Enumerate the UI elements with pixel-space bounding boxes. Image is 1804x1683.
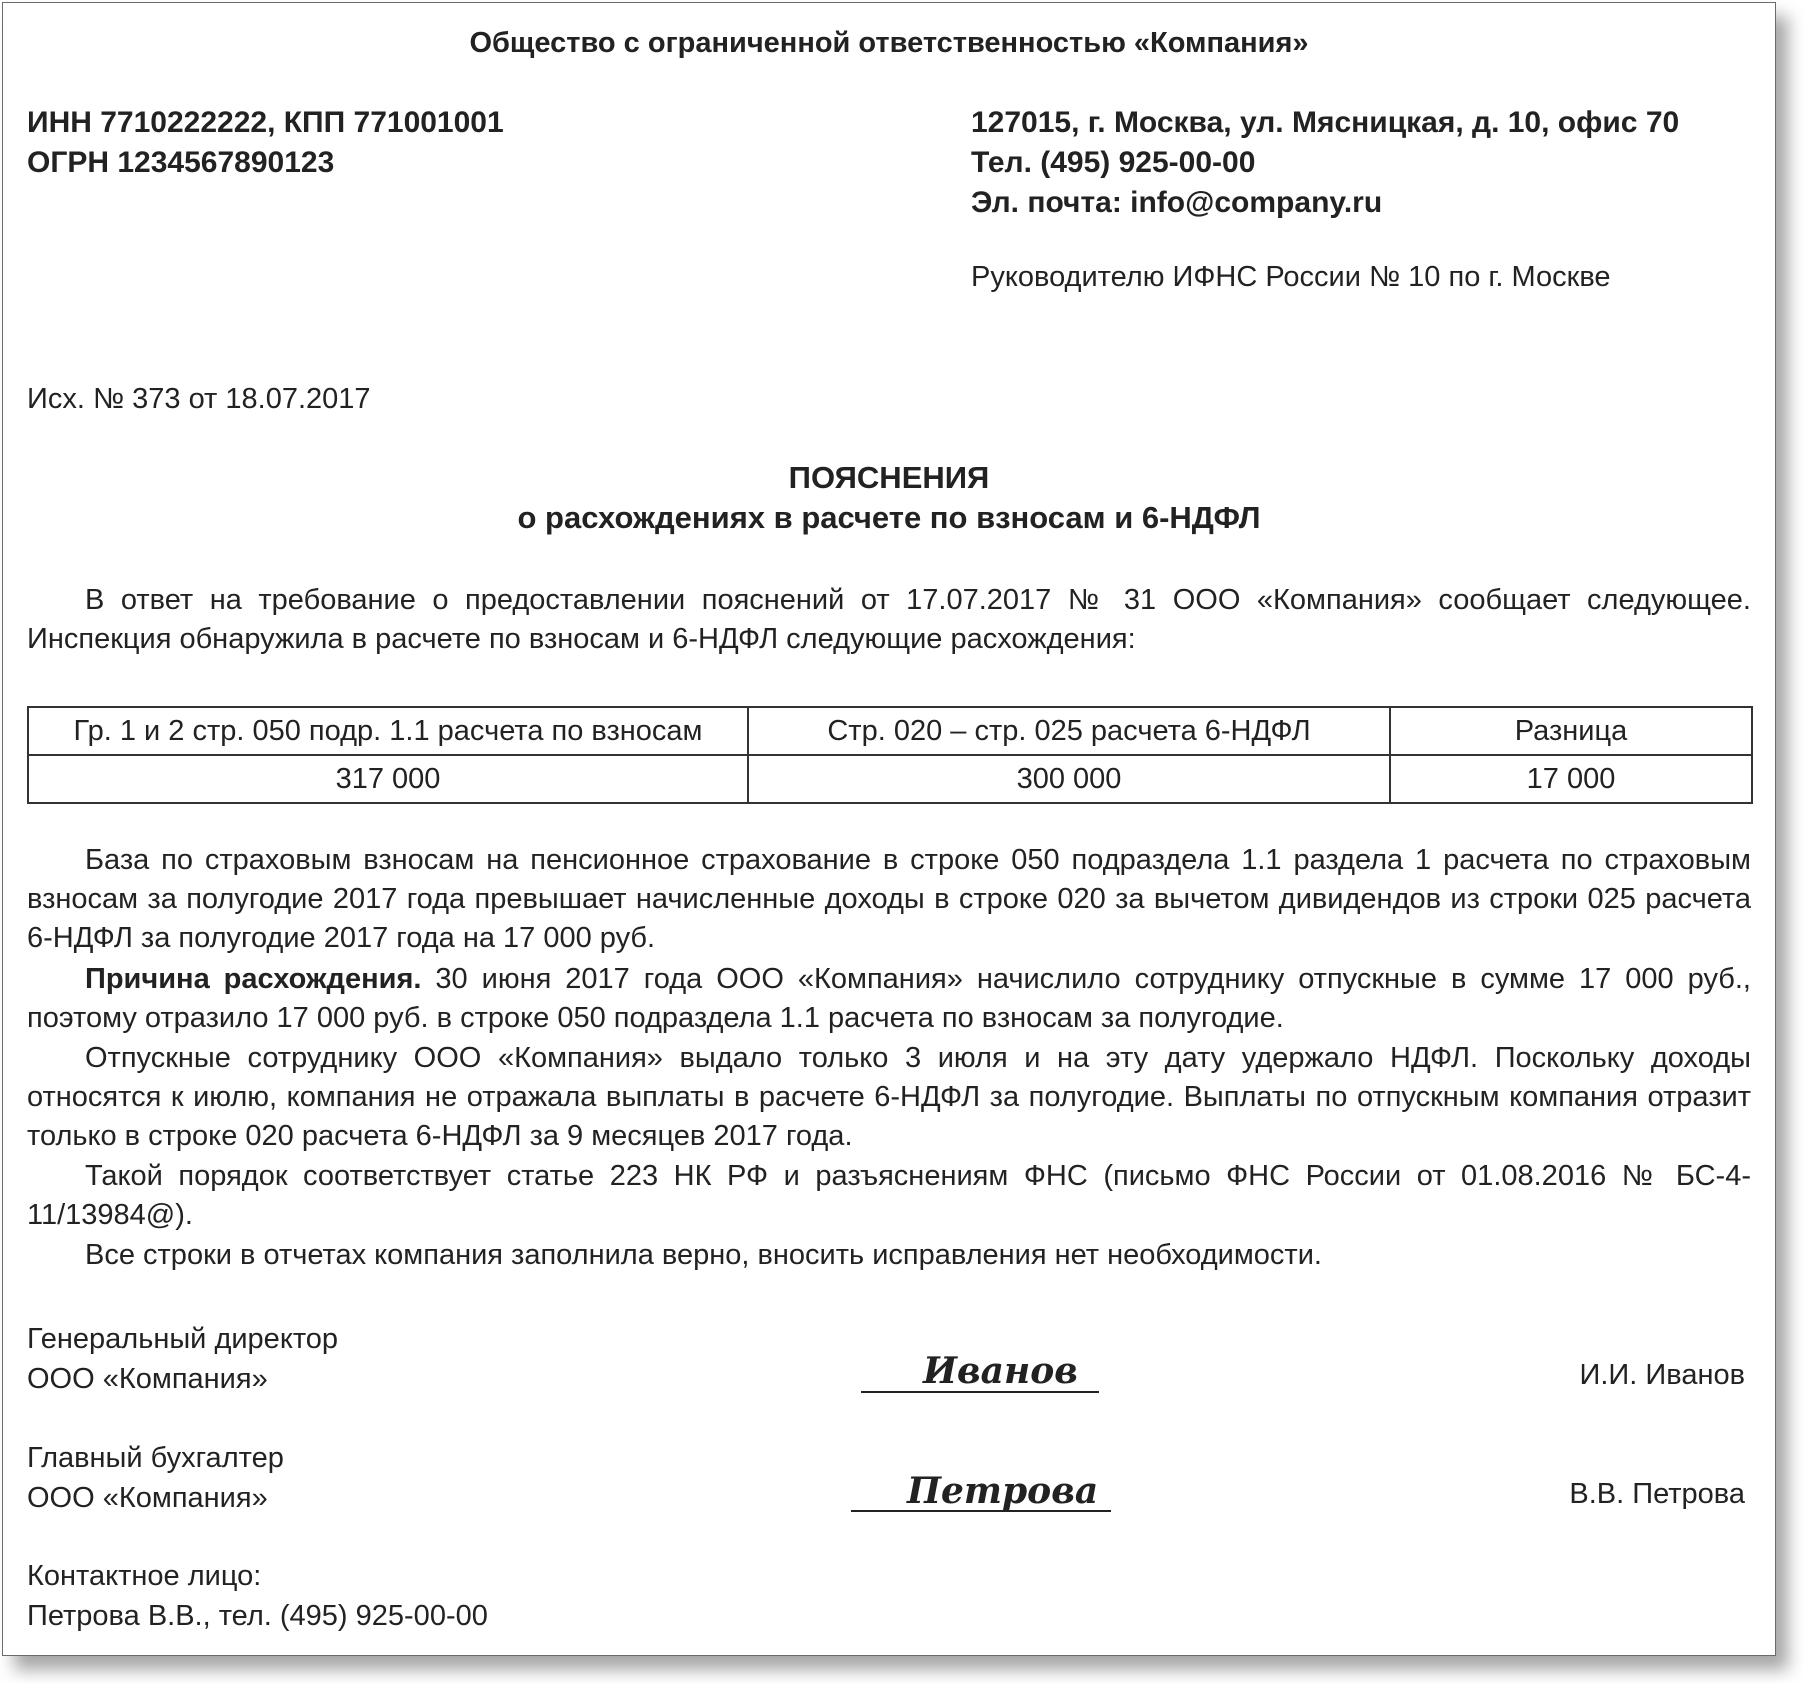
company-contacts [971, 103, 1679, 223]
director-org: ООО «Компания» [27, 1363, 268, 1395]
discrepancy-table [27, 706, 1753, 804]
accountant-name: В.В. Петрова [1569, 1478, 1745, 1510]
accountant-org: ООО «Компания» [27, 1482, 268, 1514]
director-block [27, 1319, 338, 1399]
body-text: Все строки в отчетах компания заполнила верно, вносить исправления нет необходимости. [85, 1239, 1322, 1271]
table-header-cell: Гр. 1 и 2 стр. 050 подр. 1.1 расчета по взносам [28, 707, 748, 755]
document-page [2, 2, 1776, 1656]
table-cell: 300 000 [748, 755, 1390, 803]
contact-block [27, 1556, 488, 1636]
table-header-cell: Стр. 020 – стр. 025 расчета 6-НДФЛ [748, 707, 1390, 755]
body-text: 30 июня 2017 года ООО «Компания» начислило сотруднику отпускные в сумме 17 000 руб., поэтому отразило 17 000 руб. в строке 050 подраздела 1.1 расчета по взносам за полугодие. [27, 963, 1751, 1034]
director-name: И.И. Иванов [1579, 1359, 1745, 1391]
outgoing-reference: Исх. № 373 от 18.07.2017 [27, 383, 371, 415]
contact-value: Петрова В.В., тел. (495) 925-00-00 [27, 1600, 488, 1632]
title-line-1: ПОЯСНЕНИЯ [788, 460, 990, 495]
document-title [3, 458, 1775, 538]
body-text: Такой порядок соответствует статье 223 НК РФ и разъяснениям ФНС (письмо ФНС России от 01.08.2016 № БС-4-11/13984@). [27, 1160, 1751, 1231]
ogrn: ОГРН 1234567890123 [27, 146, 335, 179]
table-row [28, 755, 1752, 803]
title-line-2: о расхождениях в расчете по взносам и 6-НДФЛ [517, 500, 1261, 535]
body-paragraph-3 [27, 1039, 1751, 1156]
accountant-signature-line [851, 1510, 1111, 1512]
company-email: Эл. почта: info@company.ru [971, 186, 1383, 219]
table-cell: 17 000 [1390, 755, 1752, 803]
accountant-signature-text: Петрова [907, 1470, 1099, 1512]
intro-text: В ответ на требование о предоставлении пояснений от 17.07.2017 № 31 ООО «Компания» сообщает следующее. Инспекция обнаружила в расчете по взносам и 6-НДФЛ следующие расхождения: [27, 584, 1751, 655]
intro-paragraph [27, 581, 1751, 659]
reason-heading: Причина расхождения. [85, 963, 422, 995]
body-paragraph-5 [27, 1236, 1751, 1275]
director-signature-text: Иванов [923, 1350, 1078, 1392]
body-paragraph-1 [27, 841, 1751, 958]
table-cell: 317 000 [28, 755, 748, 803]
director-signature-line [861, 1391, 1099, 1393]
contact-label: Контактное лицо: [27, 1560, 262, 1592]
table-header-cell: Разница [1390, 707, 1752, 755]
body-text: Отпускные сотруднику ООО «Компания» выдало только 3 июля и на эту дату удержало НДФЛ. Поскольку доходы относятся к июлю, компания не отражала выплаты в расчете 6-НДФЛ за полугодие. Выплаты по отпускным компания отразит только в строке 020 расчета 6-НДФЛ за 9 месяцев 2017 года. [27, 1042, 1751, 1152]
company-phone: Тел. (495) 925-00-00 [971, 146, 1256, 179]
company-full-name: Общество с ограниченной ответственностью «Компания» [469, 27, 1309, 59]
inn-kpp: ИНН 7710222222, КПП 771001001 [27, 106, 504, 139]
addressee: Руководителю ИФНС России № 10 по г. Москве [971, 261, 1611, 293]
accountant-block [27, 1438, 284, 1518]
table-header-row [28, 707, 1752, 755]
body-text: База по страховым взносам на пенсионное страхование в строке 050 подраздела 1.1 раздела 1 расчета по страховым взносам за полугодие 2017 года превышает начисленные доходы в строке 020 за вычетом дивидендов из строки 025 расчета 6-НДФЛ за полугодие 2017 года на 17 000 руб. [27, 844, 1751, 954]
body-paragraph-2 [27, 960, 1751, 1038]
director-position: Генеральный директор [27, 1323, 339, 1355]
body-paragraph-4 [27, 1157, 1751, 1235]
company-address: 127015, г. Москва, ул. Мясницкая, д. 10, офис 70 [971, 106, 1680, 139]
company-requisites [27, 103, 504, 183]
accountant-position: Главный бухгалтер [27, 1442, 284, 1474]
